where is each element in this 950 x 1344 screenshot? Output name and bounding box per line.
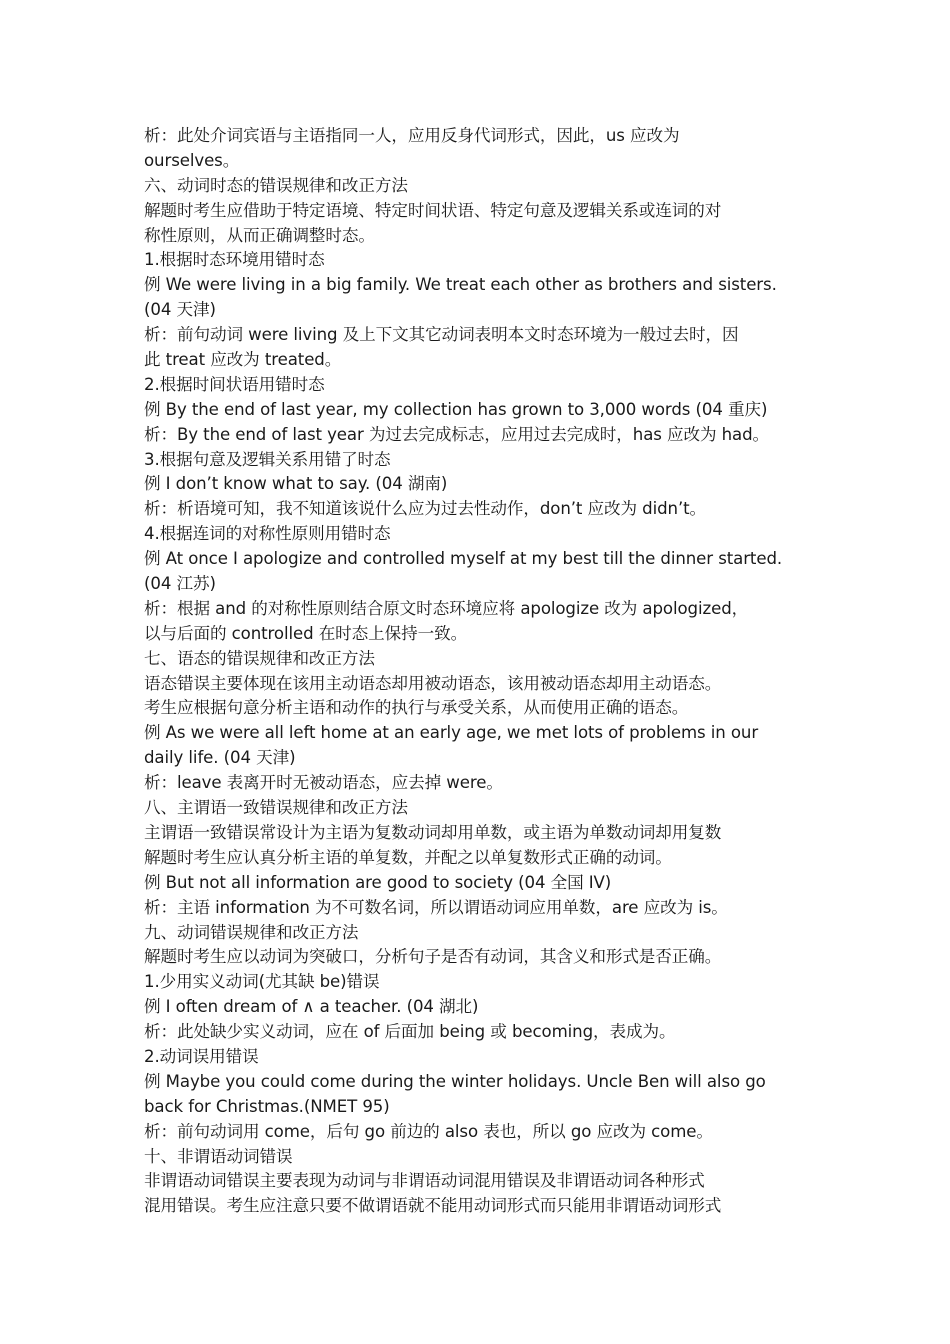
text-line: daily life. (04 天津) (144, 748, 296, 768)
text-line: 六、动词时态的错误规律和改正方法 (144, 175, 408, 195)
text-line: (04 天津) (144, 300, 216, 320)
text-line: 称性原则，从而正确调整时态。 (144, 225, 375, 245)
text-line: 4.根据连词的对称性原则用错时态 (144, 524, 391, 544)
text-line: 析：根据 and 的对称性原则结合原文时态环境应将 apologize 改为 apologized， (144, 598, 749, 618)
text-line: ourselves。 (144, 150, 240, 170)
text-line: 以与后面的 controlled 在时态上保持一致。 (144, 623, 468, 643)
text-line: 2.动词误用错误 (144, 1046, 259, 1066)
text-line: 例 Maybe you could come during the winter holidays. Uncle Ben will also go (144, 1071, 766, 1091)
text-line: 1.根据时态环境用错时态 (144, 250, 325, 270)
text-line: 析：By the end of last year 为过去完成标志，应用过去完成时，has 应改为 had。 (144, 424, 770, 444)
text-line: 混用错误。考生应注意只要不做谓语就不能用动词形式而只能用非谓语动词形式 (144, 1196, 722, 1216)
text-line: 十、非谓语动词错误 (144, 1146, 293, 1166)
text-line: 例 As we were all left home at an early age, we met lots of problems in our (144, 723, 759, 743)
text-line: 主谓语一致错误常设计为主语为复数动词却用单数，或主语为单数动词却用复数 (144, 822, 722, 842)
text-line: 析：此处缺少实义动词，应在 of 后面加 being 或 becoming，表成为。 (144, 1022, 676, 1042)
text-line: 九、动词错误规律和改正方法 (144, 922, 359, 942)
text-line: 例 By the end of last year, my collection has grown to 3,000 words (04 重庆) (144, 399, 768, 419)
text-line: 解题时考生应认真分析主语的单复数，并配之以单复数形式正确的动词。 (144, 847, 672, 867)
text-line: back for Christmas.(NMET 95) (144, 1096, 390, 1116)
text-line: 析：此处介词宾语与主语指同一人，应用反身代词形式，因此，us 应改为 (144, 126, 680, 145)
text-line: 1.少用实义动词(尤其缺 be)错误 (144, 972, 380, 992)
text-line: 析：前句动词用 come，后句 go 前边的 also 表也，所以 go 应改为 come。 (144, 1121, 713, 1141)
text-line: 3.根据句意及逻辑关系用错了时态 (144, 449, 391, 469)
text-line: 考生应根据句意分析主语和动作的执行与承受关系，从而使用正确的语态。 (144, 698, 689, 718)
text-line: 例 We were living in a big family. We treat each other as brothers and sisters. (144, 275, 777, 295)
text-line: 此 treat 应改为 treated。 (144, 350, 342, 370)
text-line: (04 江苏) (144, 574, 216, 594)
text-line: 解题时考生应以动词为突破口，分析句子是否有动词，其含义和形式是否正确。 (144, 947, 722, 967)
text-line: 析：主语 information 为不可数名词，所以谓语动词应用单数，are 应改为 is。 (144, 897, 728, 917)
text-line: 析：leave 表离开时无被动语态，应去掉 were。 (144, 773, 503, 793)
text-line: 析：析语境可知，我不知道该说什么应为过去性动作，don’t 应改为 didn’t。 (144, 499, 707, 519)
document-body (144, 124, 816, 1219)
text-line: 例 I often dream of ∧ a teacher. (04 湖北) (144, 997, 479, 1017)
text-line: 七、语态的错误规律和改正方法 (144, 648, 375, 668)
text-line: 解题时考生应借助于特定语境、特定时间状语、特定句意及逻辑关系或连词的对 (144, 200, 722, 220)
text-line: 例 I don’t know what to say. (04 湖南) (144, 474, 448, 494)
text-line: 非谓语动词错误主要表现为动词与非谓语动词混用错误及非谓语动词各种形式 (144, 1171, 705, 1191)
text-line: 八、主谓语一致错误规律和改正方法 (144, 798, 408, 818)
text-line: 语态错误主要体现在该用主动语态却用被动语态，该用被动语态却用主动语态。 (144, 673, 722, 693)
text-line: 例 But not all information are good to society (04 全国 IV) (144, 872, 612, 892)
text-line: 例 At once I apologize and controlled myself at my best till the dinner started. (144, 549, 783, 569)
text-line: 2.根据时间状语用错时态 (144, 374, 325, 394)
text-line: 析：前句动词 were living 及上下文其它动词表明本文时态环境为一般过去时，因 (144, 325, 739, 345)
